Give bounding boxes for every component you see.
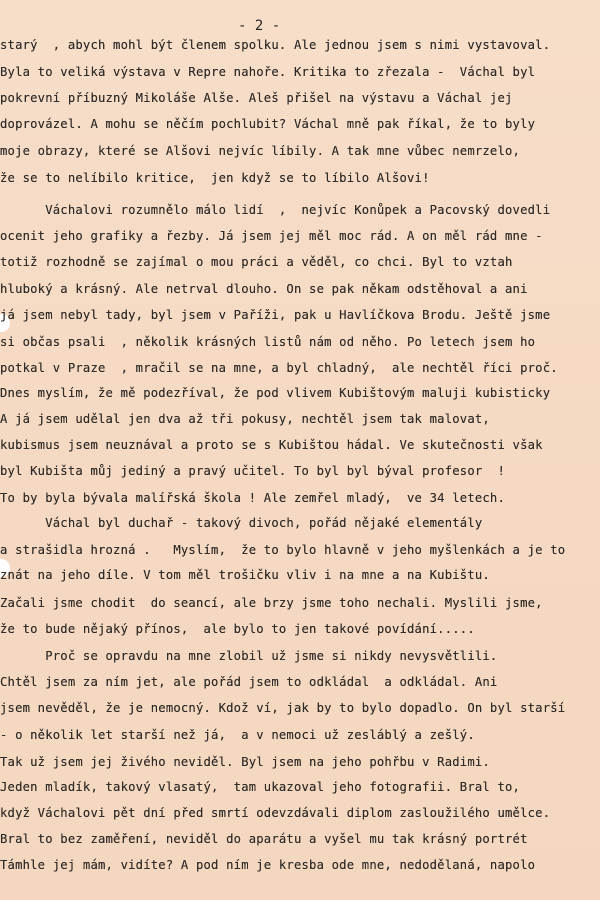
text-line: když Váchalovi pět dní před smrtí odevzdávali diplom zasloužilého umělce.: [0, 806, 551, 820]
text-line: ocenit jeho grafiky a řezby. Já jsem jej měl moc rád. A on měl rád mne -: [0, 229, 543, 243]
text-line: doprovázel. A mohu se něčím pochlubit? Váchal mně pak říkal, že to byly: [0, 117, 536, 131]
text-line: Byla to veliká výstava v Repre nahoře. Kritika to zřezala - Váchal byl: [0, 65, 536, 79]
text-line: Váchal byl duchař - takový divoch, pořád nějaké elementály: [0, 516, 483, 530]
text-line: Tak už jsem jej živého neviděl. Byl jsem na jeho pohřbu v Radimi.: [0, 755, 490, 769]
text-line: jsem nevěděl, že je nemocný. Kdož ví, jak by to bylo dopadlo. On byl starší: [0, 701, 566, 715]
text-line: že to bude nějaký přínos, ale bylo to jen takové povídání.....: [0, 622, 475, 636]
text-line: kubismus jsem neuznával a proto se s Kubištou hádal. Ve skutečnosti však: [0, 438, 543, 452]
text-line: potkal v Praze , mračil se na mne, a byl chladný, ale nechtěl říci proč.: [0, 361, 558, 375]
page-number: - 2 -: [238, 18, 281, 34]
text-line: Jeden mladík, takový vlasatý, tam ukazoval jeho fotografii. Bral to,: [0, 780, 521, 794]
text-line: moje obrazy, které se Alšovi nejvíc líbily. A tak mne vůbec nemrzelo,: [0, 144, 521, 158]
text-line: pokrevní příbuzný Mikoláše Alše. Aleš přišel na výstavu a Váchal jej: [0, 91, 513, 105]
text-line: byl Kubišta můj jediný a pravý učitel. To byl byl býval profesor !: [0, 464, 506, 478]
text-line: hluboký a krásný. Ale netrval dlouho. On se pak někam odstěhoval a ani: [0, 282, 528, 296]
text-line: Váchalovi rozumnělo málo lidí , nejvíc Konůpek a Pacovský dovedli: [0, 203, 551, 217]
text-line: totiž rozhodně se zajímal o mou práci a věděl, co chci. Byl to vztah: [0, 255, 513, 269]
text-line: A já jsem udělal jen dva až tři pokusy, nechtěl jsem tak malovat,: [0, 412, 490, 426]
text-line: že se to nelíbilo kritice, jen když se to líbilo Alšovi!: [0, 171, 430, 185]
text-line: Dnes myslím, že mě podezříval, že pod vlivem Kubištovým maluji kubisticky: [0, 386, 551, 400]
text-line: Támhle jej mám, vidíte? A pod ním je kresba ode mne, nedodělaná, napolo: [0, 858, 536, 872]
text-line: starý , abych mohl být členem spolku. Ale jednou jsem s nimi vystavoval.: [0, 38, 551, 52]
text-line: Proč se opravdu na mne zlobil už jsme si nikdy nevysvětlili.: [0, 649, 498, 663]
text-line: - o několik let starší než já, a v nemoci už zesláblý a zešlý.: [0, 728, 475, 742]
text-line: Začali jsme chodit do seancí, ale brzy jsme toho nechali. Myslili jsme,: [0, 596, 543, 610]
text-line: Chtěl jsem za ním jet, ale pořád jsem to odkládal a odkládal. Ani: [0, 675, 498, 689]
text-line: Bral to bez zaměření, neviděl do aparátu a vyšel mu tak krásný portrét: [0, 832, 528, 846]
text-line: To by byla bývala malířská škola ! Ale zemřel mladý, ve 34 letech.: [0, 491, 506, 505]
text-line: a strašidla hrozná . Myslím, že to bylo hlavně v jeho myšlenkách a je to: [0, 543, 566, 557]
text-line: si občas psali , několik krásných listů nám od něho. Po letech jsem ho: [0, 335, 536, 349]
text-line: znát na jeho díle. V tom měl trošičku vliv i na mne a na Kubištu.: [0, 568, 490, 582]
text-line: já jsem nebyl tady, byl jsem v Paříži, pak u Havlíčkova Brodu. Ještě jsme: [0, 308, 551, 322]
